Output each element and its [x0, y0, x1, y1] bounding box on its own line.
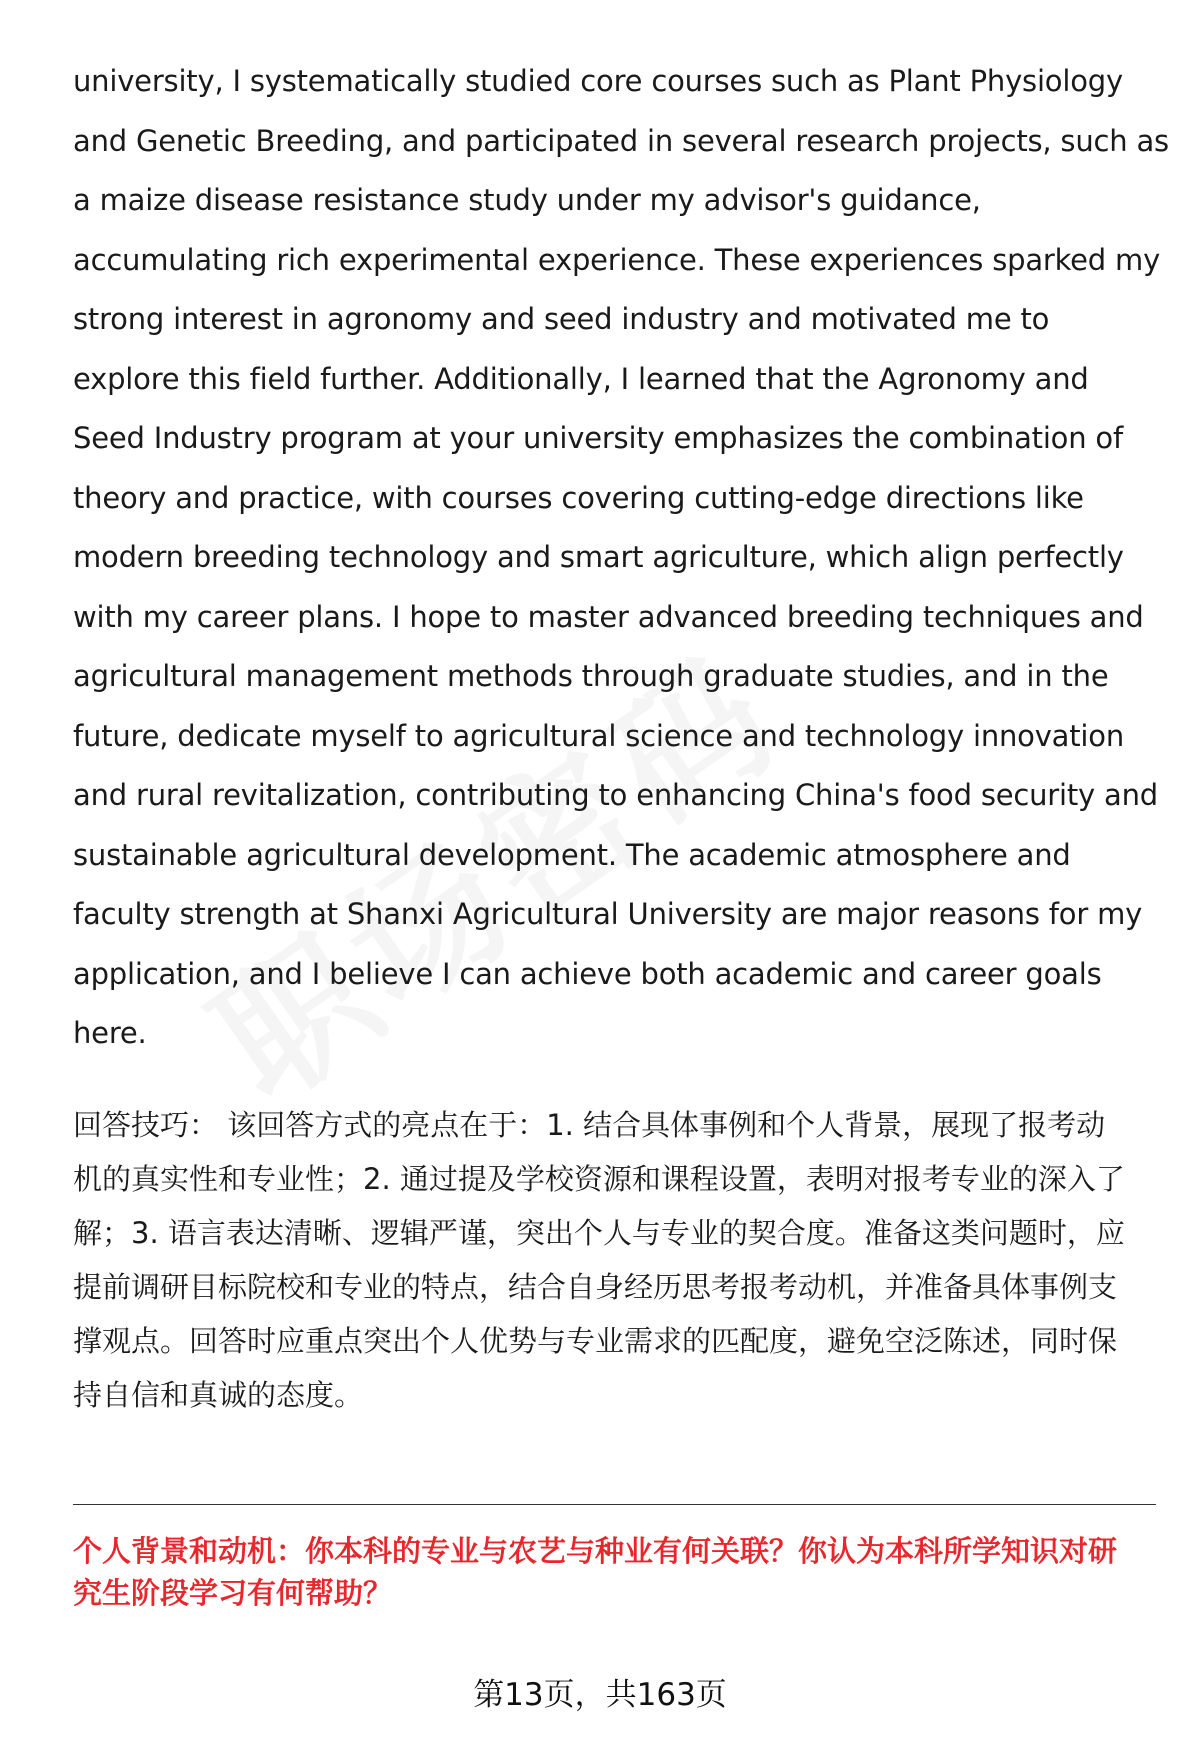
paragraph-line: Seed Industry program at your university emphasizes the combination of	[73, 421, 1123, 455]
paragraph-line: a maize disease resistance study under my advisor's guidance,	[73, 183, 981, 217]
question-line: 个人背景和动机：你本科的专业与农艺与种业有何关联？你认为本科所学知识对研	[73, 1534, 1118, 1568]
answer-body	[73, 52, 1169, 1064]
tips-line: 提前调研目标院校和专业的特点，结合自身经历思考报考动机，并准备具体事例支	[73, 1270, 1118, 1304]
paragraph-line: modern breeding technology and smart agriculture, which align perfectly	[73, 540, 1124, 574]
section-divider	[73, 1504, 1156, 1505]
paragraph-line: accumulating rich experimental experience. These experiences sparked my	[73, 242, 1161, 277]
tips-line: 解；3. 语言表达清晰、逻辑严谨，突出个人与专业的契合度。准备这类问题时，应	[73, 1216, 1125, 1250]
paragraph-line: here.	[73, 1016, 147, 1050]
paragraph-line: future, dedicate myself to agricultural science and technology innovation	[73, 718, 1125, 753]
page-number: 第13页，共163页	[473, 1677, 727, 1713]
question-heading	[73, 1530, 1158, 1614]
tips-line: 持自信和真诚的态度。	[73, 1378, 364, 1412]
tips-line: 机的真实性和专业性；2. 通过提及学校资源和课程设置，表明对报考专业的深入了	[73, 1162, 1125, 1196]
answer-paragraph	[73, 52, 1169, 1064]
tips-line: 回答技巧： 该回答方式的亮点在于：1. 结合具体事例和个人背景，展现了报考动	[73, 1108, 1106, 1142]
question-line: 究生阶段学习有何帮助？	[73, 1576, 393, 1610]
paragraph-line: and rural revitalization, contributing to enhancing China's food security and	[73, 778, 1158, 812]
paragraph-line: strong interest in agronomy and seed industry and motivated me to	[73, 302, 1050, 336]
paragraph-line: agricultural management methods through graduate studies, and in the	[73, 659, 1109, 693]
paragraph-line: sustainable agricultural development. The academic atmosphere and	[73, 837, 1071, 872]
paragraph-line: with my career plans. I hope to master advanced breeding techniques and	[73, 599, 1144, 634]
paragraph-line: explore this field further. Additionally, I learned that the Agronomy and	[73, 361, 1089, 396]
paragraph-line: university, I systematically studied core courses such as Plant Physiology	[73, 64, 1123, 98]
paragraph-line: theory and practice, with courses covering cutting-edge directions like	[73, 480, 1084, 515]
paragraph-line: and Genetic Breeding, and participated in several research projects, such as	[73, 123, 1169, 158]
answer-tips	[73, 1098, 1153, 1422]
paragraph-line: faculty strength at Shanxi Agricultural University are major reasons for my	[73, 897, 1143, 931]
paragraph-line: application, and I believe I can achieve both academic and career goals	[73, 956, 1102, 991]
tips-line: 撑观点。回答时应重点突出个人优势与专业需求的匹配度，避免空泛陈述，同时保	[73, 1324, 1118, 1358]
